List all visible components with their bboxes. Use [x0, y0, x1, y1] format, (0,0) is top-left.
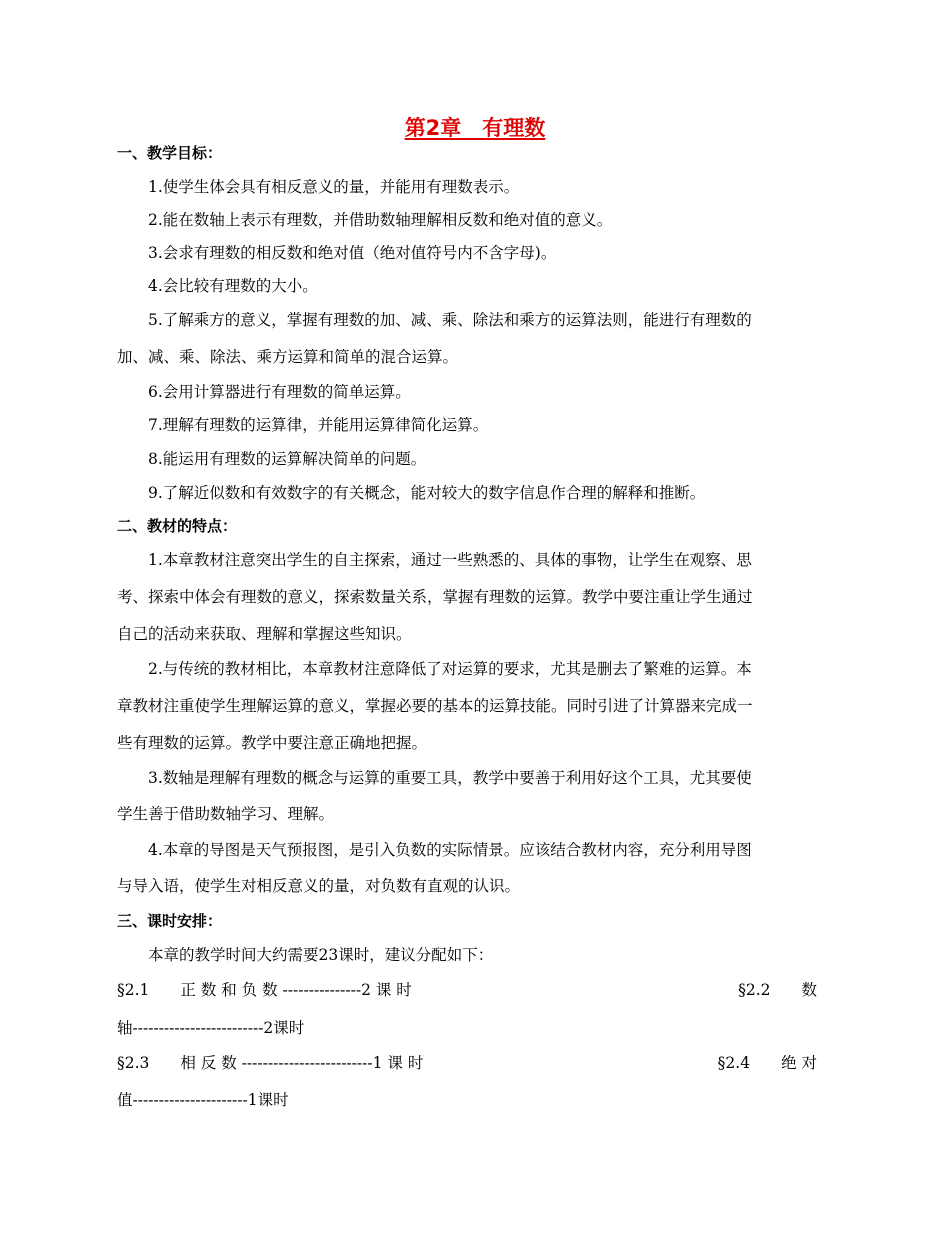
schedule-2-2: §2.2 数	[738, 981, 817, 999]
schedule-intro: 本章的教学时间大约需要23课时，建议分配如下：	[148, 946, 494, 964]
schedule-2-3: §2.3 相 反 数 -------------------------1 课 时	[117, 1054, 424, 1072]
objective-3: 3.会求有理数的相反数和绝对值（绝对值符号内不含字母)。	[148, 244, 557, 262]
chapter-title: 第2章 有理数	[404, 116, 546, 140]
objective-4: 4.会比较有理数的大小。	[148, 277, 318, 295]
schedule-2-4: §2.4 绝 对	[717, 1054, 817, 1072]
feature-1-line-3: 自己的活动来获取、理解和掌握这些知识。	[117, 625, 412, 643]
section-1-heading: 一、教学目标：	[117, 144, 223, 162]
objective-7: 7.理解有理数的运算律，并能用运算律简化运算。	[148, 416, 489, 434]
schedule-row-1	[117, 978, 817, 1000]
schedule-2-1: §2.1 正 数 和 负 数 ---------------2 课 时	[117, 981, 412, 999]
schedule-row-3	[117, 1051, 817, 1073]
feature-2-line-3: 些有理数的运算。教学中要注意正确地把握。	[117, 734, 428, 752]
feature-1-line-2: 考、探索中体会有理数的意义，探索数量关系，掌握有理数的运算。教学中要注重让学生通过	[117, 588, 753, 606]
feature-2-line-1: 2.与传统的教材相比，本章教材注意降低了对运算的要求，尤其是删去了繁难的运算。本	[148, 660, 752, 678]
feature-2-line-2: 章教材注重使学生理解运算的意义，掌握必要的基本的运算技能。同时引进了计算器来完成一	[117, 697, 753, 715]
objective-5: 5.了解乘方的意义，掌握有理数的加、减、乘、除法和乘方的运算法则，能进行有理数的	[148, 311, 752, 329]
objective-1: 1.使学生体会具有相反意义的量，并能用有理数表示。	[148, 178, 520, 196]
section-3-heading: 三、课时安排：	[117, 912, 223, 930]
feature-4-line-1: 4.本章的导图是天气预报图，是引入负数的实际情景。应该结合教材内容，充分利用导图	[148, 841, 752, 859]
schedule-row-4: 值----------------------1课时	[117, 1091, 289, 1109]
objective-9: 9.了解近似数和有效数字的有关概念，能对较大的数字信息作合理的解释和推断。	[148, 484, 706, 502]
feature-1-line-1: 1.本章教材注意突出学生的自主探索，通过一些熟悉的、具体的事物，让学生在观察、思	[148, 551, 752, 569]
schedule-row-2: 轴-------------------------2课时	[117, 1019, 305, 1037]
feature-3-line-2: 学生善于借助数轴学习、理解。	[117, 805, 335, 823]
section-2-heading: 二、教材的特点：	[117, 517, 238, 535]
feature-4-line-2: 与导入语，使学生对相反意义的量，对负数有直观的认识。	[117, 877, 521, 895]
feature-3-line-1: 3.数轴是理解有理数的概念与运算的重要工具，教学中要善于利用好这个工具，尤其要使	[148, 769, 752, 787]
objective-2: 2.能在数轴上表示有理数，并借助数轴理解相反数和绝对值的意义。	[148, 211, 613, 229]
objective-6: 6.会用计算器进行有理数的简单运算。	[148, 383, 411, 401]
objective-5-cont: 加、减、乘、除法、乘方运算和简单的混合运算。	[117, 348, 459, 366]
objective-8: 8.能运用有理数的运算解决简单的问题。	[148, 450, 427, 468]
